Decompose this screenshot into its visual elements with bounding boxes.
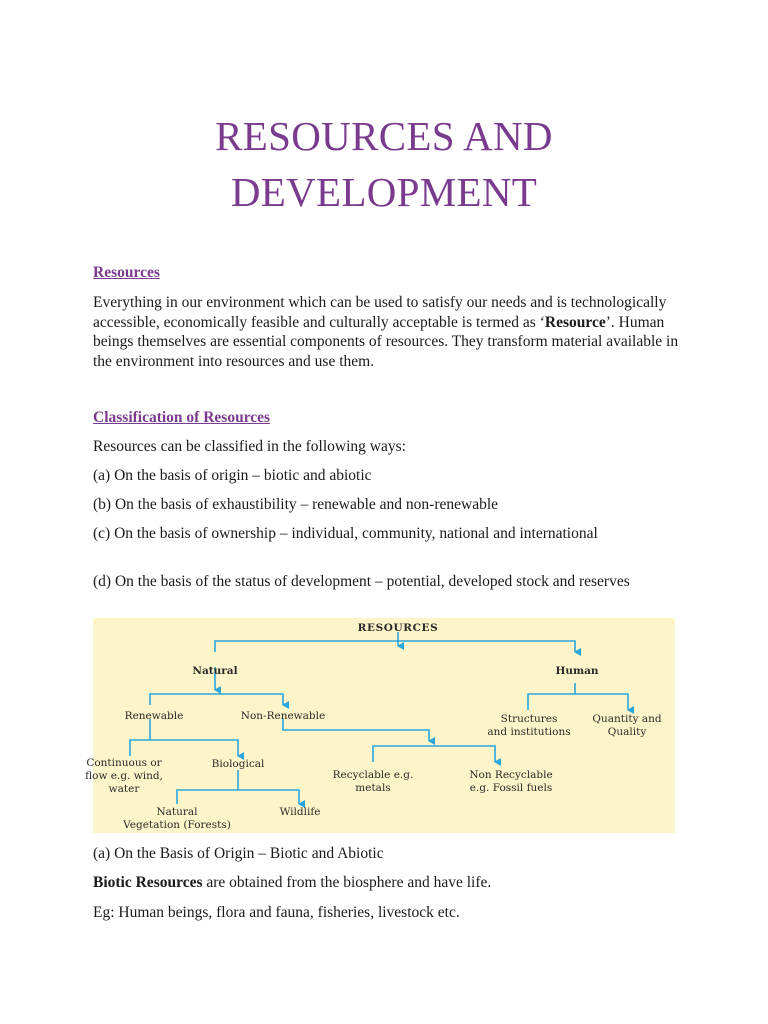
biotic-example: Eg: Human beings, flora and fauna, fisheries, livestock etc. xyxy=(93,904,460,921)
node-continuous-line3: water xyxy=(108,783,140,795)
biotic-term: Biotic Resources xyxy=(93,874,203,891)
node-continuous-line2: flow e.g. wind, xyxy=(85,770,163,782)
classification-item-a: (a) On the basis of origin – biotic and abiotic xyxy=(93,467,372,484)
node-structures-line2: and institutions xyxy=(487,726,571,738)
node-quantity-line2: Quality xyxy=(607,726,647,738)
title-line-1: RESOURCES AND xyxy=(215,113,553,159)
node-natural-vegetation-line1: Natural xyxy=(156,806,198,818)
node-recyclable-line1: Recyclable e.g. xyxy=(332,769,414,781)
node-non-recyclable-line2: e.g. Fossil fuels xyxy=(469,782,553,794)
classification-item-b: (b) On the basis of exhaustibility – renewable and non-renewable xyxy=(93,496,499,513)
node-natural: Natural xyxy=(192,665,238,677)
node-resources: RESOURCES xyxy=(357,622,439,634)
resources-paragraph-part2: ’. Human beings themselves are essential components of resources. They transform material available in the environment into resources and use them. xyxy=(93,313,679,370)
title-line-2: DEVELOPMENT xyxy=(230,169,538,215)
diagram-svg xyxy=(85,618,675,833)
node-biological: Biological xyxy=(211,758,265,770)
node-non-renewable: Non-Renewable xyxy=(240,710,326,722)
origin-heading: (a) On the Basis of Origin – Biotic and Abiotic xyxy=(93,845,384,862)
node-non-recyclable-line1: Non Recyclable xyxy=(469,769,553,781)
node-renewable: Renewable xyxy=(124,710,184,722)
biotic-paragraph xyxy=(93,873,683,893)
resources-classification-diagram xyxy=(85,618,675,833)
classification-intro: Resources can be classified in the following ways: xyxy=(93,438,406,455)
classification-item-d: (d) On the basis of the status of development – potential, developed stock and reserves xyxy=(93,573,630,590)
node-wildlife: Wildlife xyxy=(279,806,321,818)
resource-term: Resource xyxy=(544,313,606,331)
resources-paragraph-part1: Everything in our environment which can be used to satisfy our needs and is technologically accessible, economically feasible and culturally acceptable is termed as ‘ xyxy=(93,294,667,331)
biotic-description: are obtained from the biosphere and have life. xyxy=(202,874,492,891)
node-human: Human xyxy=(555,665,599,677)
resources-heading: Resources xyxy=(93,264,160,281)
node-recyclable-line2: metals xyxy=(355,782,391,794)
classification-heading: Classification of Resources xyxy=(93,409,271,426)
resources-paragraph xyxy=(93,293,683,371)
classification-item-c: (c) On the basis of ownership – individual, community, national and international xyxy=(93,525,598,542)
node-quantity-line1: Quantity and xyxy=(592,713,662,725)
node-continuous-line1: Continuous or xyxy=(86,757,162,769)
node-natural-vegetation-line2: Vegetation (Forests) xyxy=(123,819,231,831)
node-structures-line1: Structures xyxy=(500,713,558,725)
page-title xyxy=(0,108,768,220)
